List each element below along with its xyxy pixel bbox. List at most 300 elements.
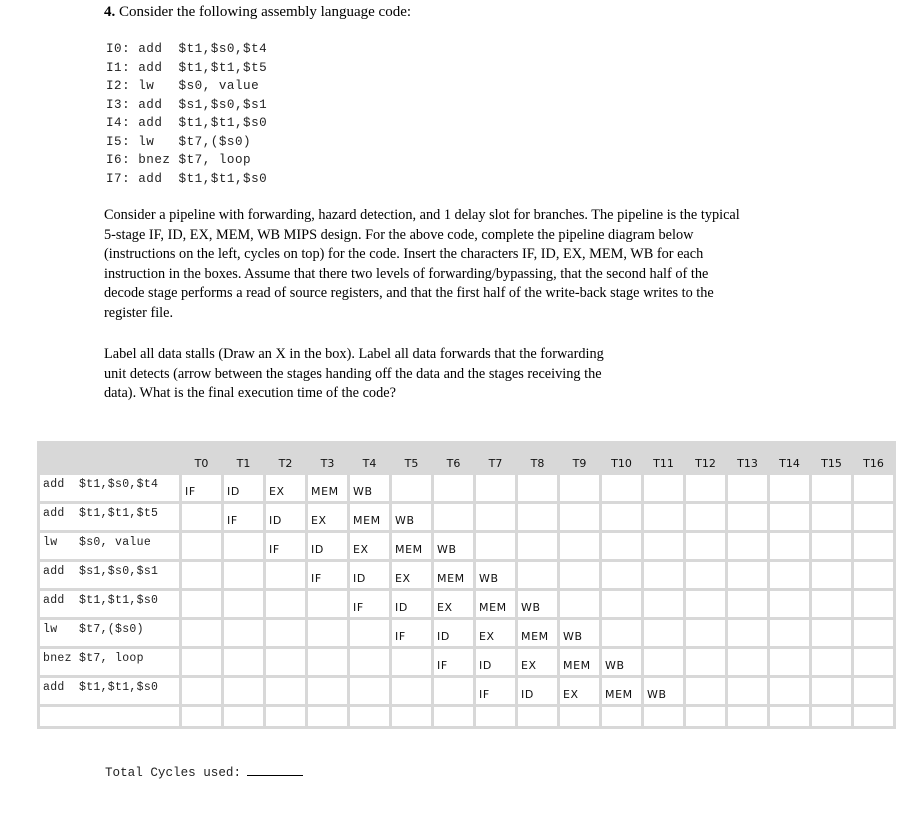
- pipeline-cell[interactable]: [559, 648, 601, 677]
- pipeline-cell[interactable]: [223, 706, 265, 728]
- pipeline-cell[interactable]: [601, 532, 643, 561]
- pipeline-cell[interactable]: [517, 532, 559, 561]
- stage-label: [350, 620, 389, 630]
- stage-label: [770, 678, 809, 688]
- stage-label: EX: [437, 601, 453, 614]
- pipeline-cell[interactable]: [601, 648, 643, 677]
- stage-label: [812, 707, 851, 717]
- stage-label: [476, 475, 515, 485]
- pipeline-cell[interactable]: [307, 474, 349, 503]
- pipeline-cell[interactable]: [643, 619, 685, 648]
- stage-label: [728, 620, 767, 630]
- pipeline-cell[interactable]: [853, 561, 895, 590]
- cycle-header-t5: T5: [391, 443, 433, 474]
- pipeline-cell[interactable]: [433, 503, 475, 532]
- stage-label: EX: [311, 514, 327, 527]
- pipeline-cell[interactable]: [643, 474, 685, 503]
- pipeline-cell[interactable]: [475, 503, 517, 532]
- pipeline-cell[interactable]: [517, 648, 559, 677]
- table-row: [39, 532, 895, 561]
- pipeline-cell[interactable]: [223, 677, 265, 706]
- pipeline-cell[interactable]: [727, 532, 769, 561]
- stage-label: [266, 678, 305, 688]
- instruction-label: lw $t7,($s0): [43, 623, 144, 636]
- pipeline-cell[interactable]: [769, 474, 811, 503]
- pipeline-cell[interactable]: [601, 474, 643, 503]
- pipeline-cell[interactable]: [517, 474, 559, 503]
- pipeline-cell[interactable]: [685, 474, 727, 503]
- code-line-opcode: lw: [138, 79, 171, 93]
- pipeline-cell[interactable]: [181, 706, 223, 728]
- pipeline-cell[interactable]: [643, 532, 685, 561]
- stage-label: MEM: [437, 572, 465, 585]
- pipeline-cell[interactable]: [181, 648, 223, 677]
- stage-label: WB: [521, 601, 541, 614]
- stage-label: [854, 649, 893, 659]
- code-line-label: I3:: [106, 97, 131, 112]
- stage-label: WB: [605, 659, 625, 672]
- pipeline-cell[interactable]: [811, 561, 853, 590]
- pipeline-cell[interactable]: [559, 474, 601, 503]
- stage-label: MEM: [521, 630, 549, 643]
- pipeline-cell[interactable]: [559, 532, 601, 561]
- pipeline-cell[interactable]: [517, 590, 559, 619]
- stage-label: [224, 620, 263, 630]
- stage-label: [770, 475, 809, 485]
- stage-label: [434, 504, 473, 514]
- pipeline-cell[interactable]: [727, 706, 769, 728]
- pipeline-cell[interactable]: [559, 590, 601, 619]
- stage-label: [812, 475, 851, 485]
- pipeline-cell[interactable]: [265, 503, 307, 532]
- stage-label: [854, 533, 893, 543]
- pipeline-cell[interactable]: [685, 532, 727, 561]
- pipeline-cell[interactable]: [181, 532, 223, 561]
- pipeline-cell[interactable]: [643, 561, 685, 590]
- pipeline-cell[interactable]: [601, 619, 643, 648]
- pipeline-cell[interactable]: [643, 706, 685, 728]
- stage-label: [770, 649, 809, 659]
- stage-label: [182, 504, 221, 514]
- stage-label: [350, 678, 389, 688]
- pipeline-cell[interactable]: [349, 532, 391, 561]
- pipeline-cell[interactable]: [853, 532, 895, 561]
- code-line-label: I5:: [106, 134, 131, 149]
- pipeline-cell[interactable]: [349, 619, 391, 648]
- instruction-label: add $t1,$t1,$s0: [43, 594, 159, 607]
- pipeline-cell[interactable]: [475, 532, 517, 561]
- stage-label: MEM: [563, 659, 591, 672]
- question-number: 4.: [104, 4, 116, 20]
- code-line: [106, 77, 267, 96]
- stage-label: [182, 649, 221, 659]
- stage-label: ID: [395, 601, 408, 614]
- pipeline-cell[interactable]: [727, 619, 769, 648]
- pipeline-cell[interactable]: [769, 532, 811, 561]
- pipeline-cell[interactable]: [223, 590, 265, 619]
- pipeline-cell[interactable]: [811, 706, 853, 728]
- table-row: [39, 561, 895, 590]
- stage-label: [224, 649, 263, 659]
- stage-label: [770, 620, 809, 630]
- stage-label: [392, 707, 431, 717]
- stage-label: [602, 533, 641, 543]
- stage-label: [644, 620, 683, 630]
- stage-label: [308, 591, 347, 601]
- stage-label: ID: [353, 572, 366, 585]
- stage-label: [644, 475, 683, 485]
- code-line-operands: $t1,$s0,$t4: [178, 42, 268, 56]
- pipeline-cell[interactable]: [391, 648, 433, 677]
- instructions-paragraph: Consider a pipeline with forwarding, hazard detection, and 1 delay slot for branches. The pipeline is the typical 5-stage IF, ID, EX, MEM, WB MIPS design. For the above code, complete the pipeline diagram below (instructions on the left, cycles on top) for the code. Insert the characters IF, ID, EX, MEM, WB for each instruction in the boxes. Assume that there two levels of forwarding/bypassing, that the second half of the decode stage performs a read of source registers, and that the first half of the write-back stage writes to the register file.: [104, 207, 740, 321]
- stage-label: IF: [353, 601, 364, 614]
- stage-label: [476, 533, 515, 543]
- pipeline-cell[interactable]: [853, 677, 895, 706]
- instruction-cell: [39, 648, 181, 677]
- stage-label: [518, 707, 557, 717]
- pipeline-cell[interactable]: [811, 648, 853, 677]
- stage-label: [266, 591, 305, 601]
- stage-label: [266, 620, 305, 630]
- pipeline-cell[interactable]: [433, 619, 475, 648]
- pipeline-cell[interactable]: [559, 706, 601, 728]
- instruction-label: [40, 707, 179, 710]
- stage-label: [182, 562, 221, 572]
- pipeline-cell[interactable]: [601, 590, 643, 619]
- stage-label: IF: [479, 688, 490, 701]
- pipeline-cell[interactable]: [517, 619, 559, 648]
- stage-label: [854, 504, 893, 514]
- stage-label: [560, 533, 599, 543]
- stage-label: [686, 678, 725, 688]
- code-line-opcode: lw: [138, 134, 171, 149]
- pipeline-cell[interactable]: [811, 590, 853, 619]
- stage-label: [224, 678, 263, 688]
- pipeline-cell[interactable]: [307, 590, 349, 619]
- stage-label: EX: [563, 688, 579, 701]
- pipeline-cell[interactable]: [685, 590, 727, 619]
- pipeline-cell[interactable]: [685, 561, 727, 590]
- instruction-label: add $t1,$s0,$t4: [43, 478, 159, 491]
- stage-label: [812, 591, 851, 601]
- pipeline-cell[interactable]: [727, 590, 769, 619]
- code-line-operands: $t7,($s0): [178, 134, 252, 149]
- table-row: [39, 677, 895, 706]
- pipeline-cell[interactable]: [601, 503, 643, 532]
- stage-label: [560, 562, 599, 572]
- pipeline-cell[interactable]: [769, 590, 811, 619]
- stage-label: [602, 475, 641, 485]
- pipeline-cell[interactable]: [601, 561, 643, 590]
- pipeline-cell[interactable]: [643, 590, 685, 619]
- pipeline-cell[interactable]: [265, 590, 307, 619]
- stage-label: EX: [269, 485, 285, 498]
- stage-label: [434, 678, 473, 688]
- pipeline-cell[interactable]: [433, 706, 475, 728]
- pipeline-cell[interactable]: [769, 619, 811, 648]
- pipeline-cell[interactable]: [853, 619, 895, 648]
- stage-label: [224, 707, 263, 717]
- pipeline-cell[interactable]: [349, 706, 391, 728]
- pipeline-cell[interactable]: [685, 619, 727, 648]
- code-line-operands: $t1,$t1,$s0: [178, 171, 268, 186]
- cycle-header-t4: T4: [349, 443, 391, 474]
- instruction-column-header: [39, 443, 181, 474]
- code-line-opcode: add: [138, 171, 171, 186]
- instruction-cell: [39, 677, 181, 706]
- stage-label: [686, 504, 725, 514]
- code-line-label: I1:: [106, 60, 131, 75]
- pipeline-cell[interactable]: [475, 474, 517, 503]
- stage-label: WB: [395, 514, 415, 527]
- stage-label: MEM: [311, 485, 339, 498]
- instruction-cell: [39, 503, 181, 532]
- stage-label: [854, 475, 893, 485]
- pipeline-cell[interactable]: [853, 590, 895, 619]
- stage-label: IF: [269, 543, 280, 556]
- pipeline-cell[interactable]: [853, 474, 895, 503]
- pipeline-cell[interactable]: [475, 706, 517, 728]
- stage-label: [644, 533, 683, 543]
- pipeline-cell[interactable]: [349, 474, 391, 503]
- stage-label: [728, 591, 767, 601]
- total-cycles-answer-blank[interactable]: [247, 763, 303, 776]
- stage-label: ID: [437, 630, 450, 643]
- stage-label: [350, 707, 389, 717]
- pipeline-cell[interactable]: [685, 706, 727, 728]
- pipeline-cell[interactable]: [265, 648, 307, 677]
- pipeline-cell[interactable]: [685, 503, 727, 532]
- pipeline-cell[interactable]: [517, 503, 559, 532]
- pipeline-cell[interactable]: [853, 706, 895, 728]
- pipeline-cell[interactable]: [181, 561, 223, 590]
- stage-label: [602, 620, 641, 630]
- pipeline-cell[interactable]: [517, 561, 559, 590]
- stage-label: WB: [563, 630, 583, 643]
- stage-label: [350, 649, 389, 659]
- pipeline-cell[interactable]: [391, 561, 433, 590]
- pipeline-cell[interactable]: [811, 503, 853, 532]
- stage-label: [686, 649, 725, 659]
- stage-label: [812, 562, 851, 572]
- pipeline-cell[interactable]: [349, 561, 391, 590]
- stage-label: [266, 562, 305, 572]
- pipeline-cell[interactable]: [307, 561, 349, 590]
- instruction-label: bnez $t7, loop: [43, 652, 144, 665]
- code-line: [106, 59, 267, 78]
- pipeline-cell[interactable]: [307, 648, 349, 677]
- pipeline-cell[interactable]: [349, 503, 391, 532]
- stage-label: [182, 620, 221, 630]
- pipeline-cell[interactable]: [307, 706, 349, 728]
- pipeline-cell[interactable]: [307, 619, 349, 648]
- pipeline-cell[interactable]: [391, 677, 433, 706]
- cycle-header-t7: T7: [475, 443, 517, 474]
- pipeline-cell[interactable]: [727, 561, 769, 590]
- stage-label: IF: [185, 485, 196, 498]
- total-cycles-label: Total Cycles used:: [105, 766, 242, 780]
- pipeline-cell[interactable]: [643, 677, 685, 706]
- stage-label: [392, 678, 431, 688]
- pipeline-cell[interactable]: [265, 561, 307, 590]
- pipeline-cell[interactable]: [265, 706, 307, 728]
- pipeline-cell[interactable]: [727, 474, 769, 503]
- pipeline-cell[interactable]: [769, 677, 811, 706]
- pipeline-cell[interactable]: [811, 474, 853, 503]
- pipeline-cell[interactable]: [391, 619, 433, 648]
- stage-label: [392, 649, 431, 659]
- pipeline-cell[interactable]: [517, 677, 559, 706]
- pipeline-cell[interactable]: [769, 706, 811, 728]
- pipeline-cell[interactable]: [811, 532, 853, 561]
- code-line-label: I0:: [106, 42, 131, 56]
- pipeline-cell[interactable]: [391, 706, 433, 728]
- pipeline-cell[interactable]: [475, 677, 517, 706]
- pipeline-cell[interactable]: [685, 677, 727, 706]
- stage-label: EX: [353, 543, 369, 556]
- pipeline-cell[interactable]: [223, 474, 265, 503]
- pipeline-cell[interactable]: [391, 590, 433, 619]
- instruction-cell: [39, 532, 181, 561]
- cycle-header-t13: T13: [727, 443, 769, 474]
- stage-label: ID: [479, 659, 492, 672]
- pipeline-cell[interactable]: [223, 561, 265, 590]
- cycle-header-t0: T0: [181, 443, 223, 474]
- pipeline-cell[interactable]: [559, 677, 601, 706]
- pipeline-cell[interactable]: [349, 590, 391, 619]
- pipeline-cell[interactable]: [391, 532, 433, 561]
- pipeline-cell[interactable]: [601, 677, 643, 706]
- pipeline-cell[interactable]: [433, 532, 475, 561]
- cycle-header-t8: T8: [517, 443, 559, 474]
- pipeline-cell[interactable]: [643, 503, 685, 532]
- cycle-header-t2: T2: [265, 443, 307, 474]
- pipeline-cell[interactable]: [349, 648, 391, 677]
- code-line: [106, 170, 267, 189]
- code-line-label: I7:: [106, 171, 131, 186]
- pipeline-cell[interactable]: [559, 561, 601, 590]
- stage-label: ID: [269, 514, 282, 527]
- pipeline-cell[interactable]: [727, 648, 769, 677]
- pipeline-cell[interactable]: [685, 648, 727, 677]
- pipeline-cell[interactable]: [853, 648, 895, 677]
- stage-label: [644, 562, 683, 572]
- stage-label: [518, 533, 557, 543]
- pipeline-cell[interactable]: [391, 503, 433, 532]
- pipeline-cell[interactable]: [223, 503, 265, 532]
- pipeline-cell[interactable]: [433, 648, 475, 677]
- pipeline-cell[interactable]: [223, 619, 265, 648]
- pipeline-cell[interactable]: [181, 590, 223, 619]
- instruction-label: lw $s0, value: [43, 536, 152, 549]
- pipeline-cell[interactable]: [307, 503, 349, 532]
- pipeline-cell[interactable]: [265, 474, 307, 503]
- stage-label: [854, 562, 893, 572]
- pipeline-cell[interactable]: [265, 677, 307, 706]
- code-line-opcode: add: [138, 42, 171, 56]
- pipeline-cell[interactable]: [811, 677, 853, 706]
- code-line: [106, 96, 267, 115]
- stage-label: [476, 707, 515, 717]
- pipeline-cell[interactable]: [559, 503, 601, 532]
- code-line-operands: $t1,$t1,$s0: [178, 116, 268, 130]
- pipeline-cell[interactable]: [727, 677, 769, 706]
- pipeline-cell[interactable]: [517, 706, 559, 728]
- cycle-header-t15: T15: [811, 443, 853, 474]
- pipeline-cell[interactable]: [181, 677, 223, 706]
- stage-label: [854, 678, 893, 688]
- pipeline-cell[interactable]: [475, 561, 517, 590]
- stage-label: [854, 591, 893, 601]
- cycle-header-t9: T9: [559, 443, 601, 474]
- pipeline-cell[interactable]: [433, 677, 475, 706]
- stage-label: [644, 504, 683, 514]
- stage-label: [770, 533, 809, 543]
- instruction-cell: [39, 561, 181, 590]
- pipeline-cell[interactable]: [265, 532, 307, 561]
- pipeline-cell[interactable]: [601, 706, 643, 728]
- question-heading: [104, 4, 411, 21]
- pipeline-cell[interactable]: [727, 503, 769, 532]
- cycle-header-t1: T1: [223, 443, 265, 474]
- stage-label: IF: [437, 659, 448, 672]
- pipeline-cell[interactable]: [265, 619, 307, 648]
- pipeline-cell[interactable]: [559, 619, 601, 648]
- stage-label: WB: [479, 572, 499, 585]
- stage-label: EX: [521, 659, 537, 672]
- stage-label: [644, 707, 683, 717]
- pipeline-cell[interactable]: [223, 532, 265, 561]
- pipeline-cell[interactable]: [769, 648, 811, 677]
- pipeline-cell[interactable]: [433, 474, 475, 503]
- pipeline-cell[interactable]: [181, 619, 223, 648]
- pipeline-cell[interactable]: [307, 677, 349, 706]
- stage-label: [308, 707, 347, 717]
- stage-label: [686, 533, 725, 543]
- pipeline-cell[interactable]: [433, 561, 475, 590]
- pipeline-cell[interactable]: [811, 619, 853, 648]
- pipeline-cell[interactable]: [475, 648, 517, 677]
- pipeline-cell[interactable]: [853, 503, 895, 532]
- pipeline-cell[interactable]: [769, 503, 811, 532]
- pipeline-cell[interactable]: [643, 648, 685, 677]
- stage-label: ID: [521, 688, 534, 701]
- stage-label: MEM: [353, 514, 381, 527]
- table-row: [39, 648, 895, 677]
- pipeline-cell[interactable]: [391, 474, 433, 503]
- stage-label: [308, 649, 347, 659]
- pipeline-cell[interactable]: [181, 474, 223, 503]
- stage-label: [308, 620, 347, 630]
- stage-label: [308, 678, 347, 688]
- stage-label: [602, 504, 641, 514]
- pipeline-cell[interactable]: [307, 532, 349, 561]
- assembly-code-block: [106, 40, 267, 188]
- cycle-header-t3: T3: [307, 443, 349, 474]
- stage-label: [812, 533, 851, 543]
- pipeline-cell[interactable]: [349, 677, 391, 706]
- pipeline-cell[interactable]: [181, 503, 223, 532]
- stage-label: [686, 591, 725, 601]
- pipeline-cell[interactable]: [769, 561, 811, 590]
- code-line: [106, 151, 267, 170]
- stage-label: [854, 707, 893, 717]
- pipeline-cell[interactable]: [433, 590, 475, 619]
- stage-label: [770, 504, 809, 514]
- pipeline-cell[interactable]: [475, 590, 517, 619]
- pipeline-cell[interactable]: [475, 619, 517, 648]
- pipeline-cell[interactable]: [223, 648, 265, 677]
